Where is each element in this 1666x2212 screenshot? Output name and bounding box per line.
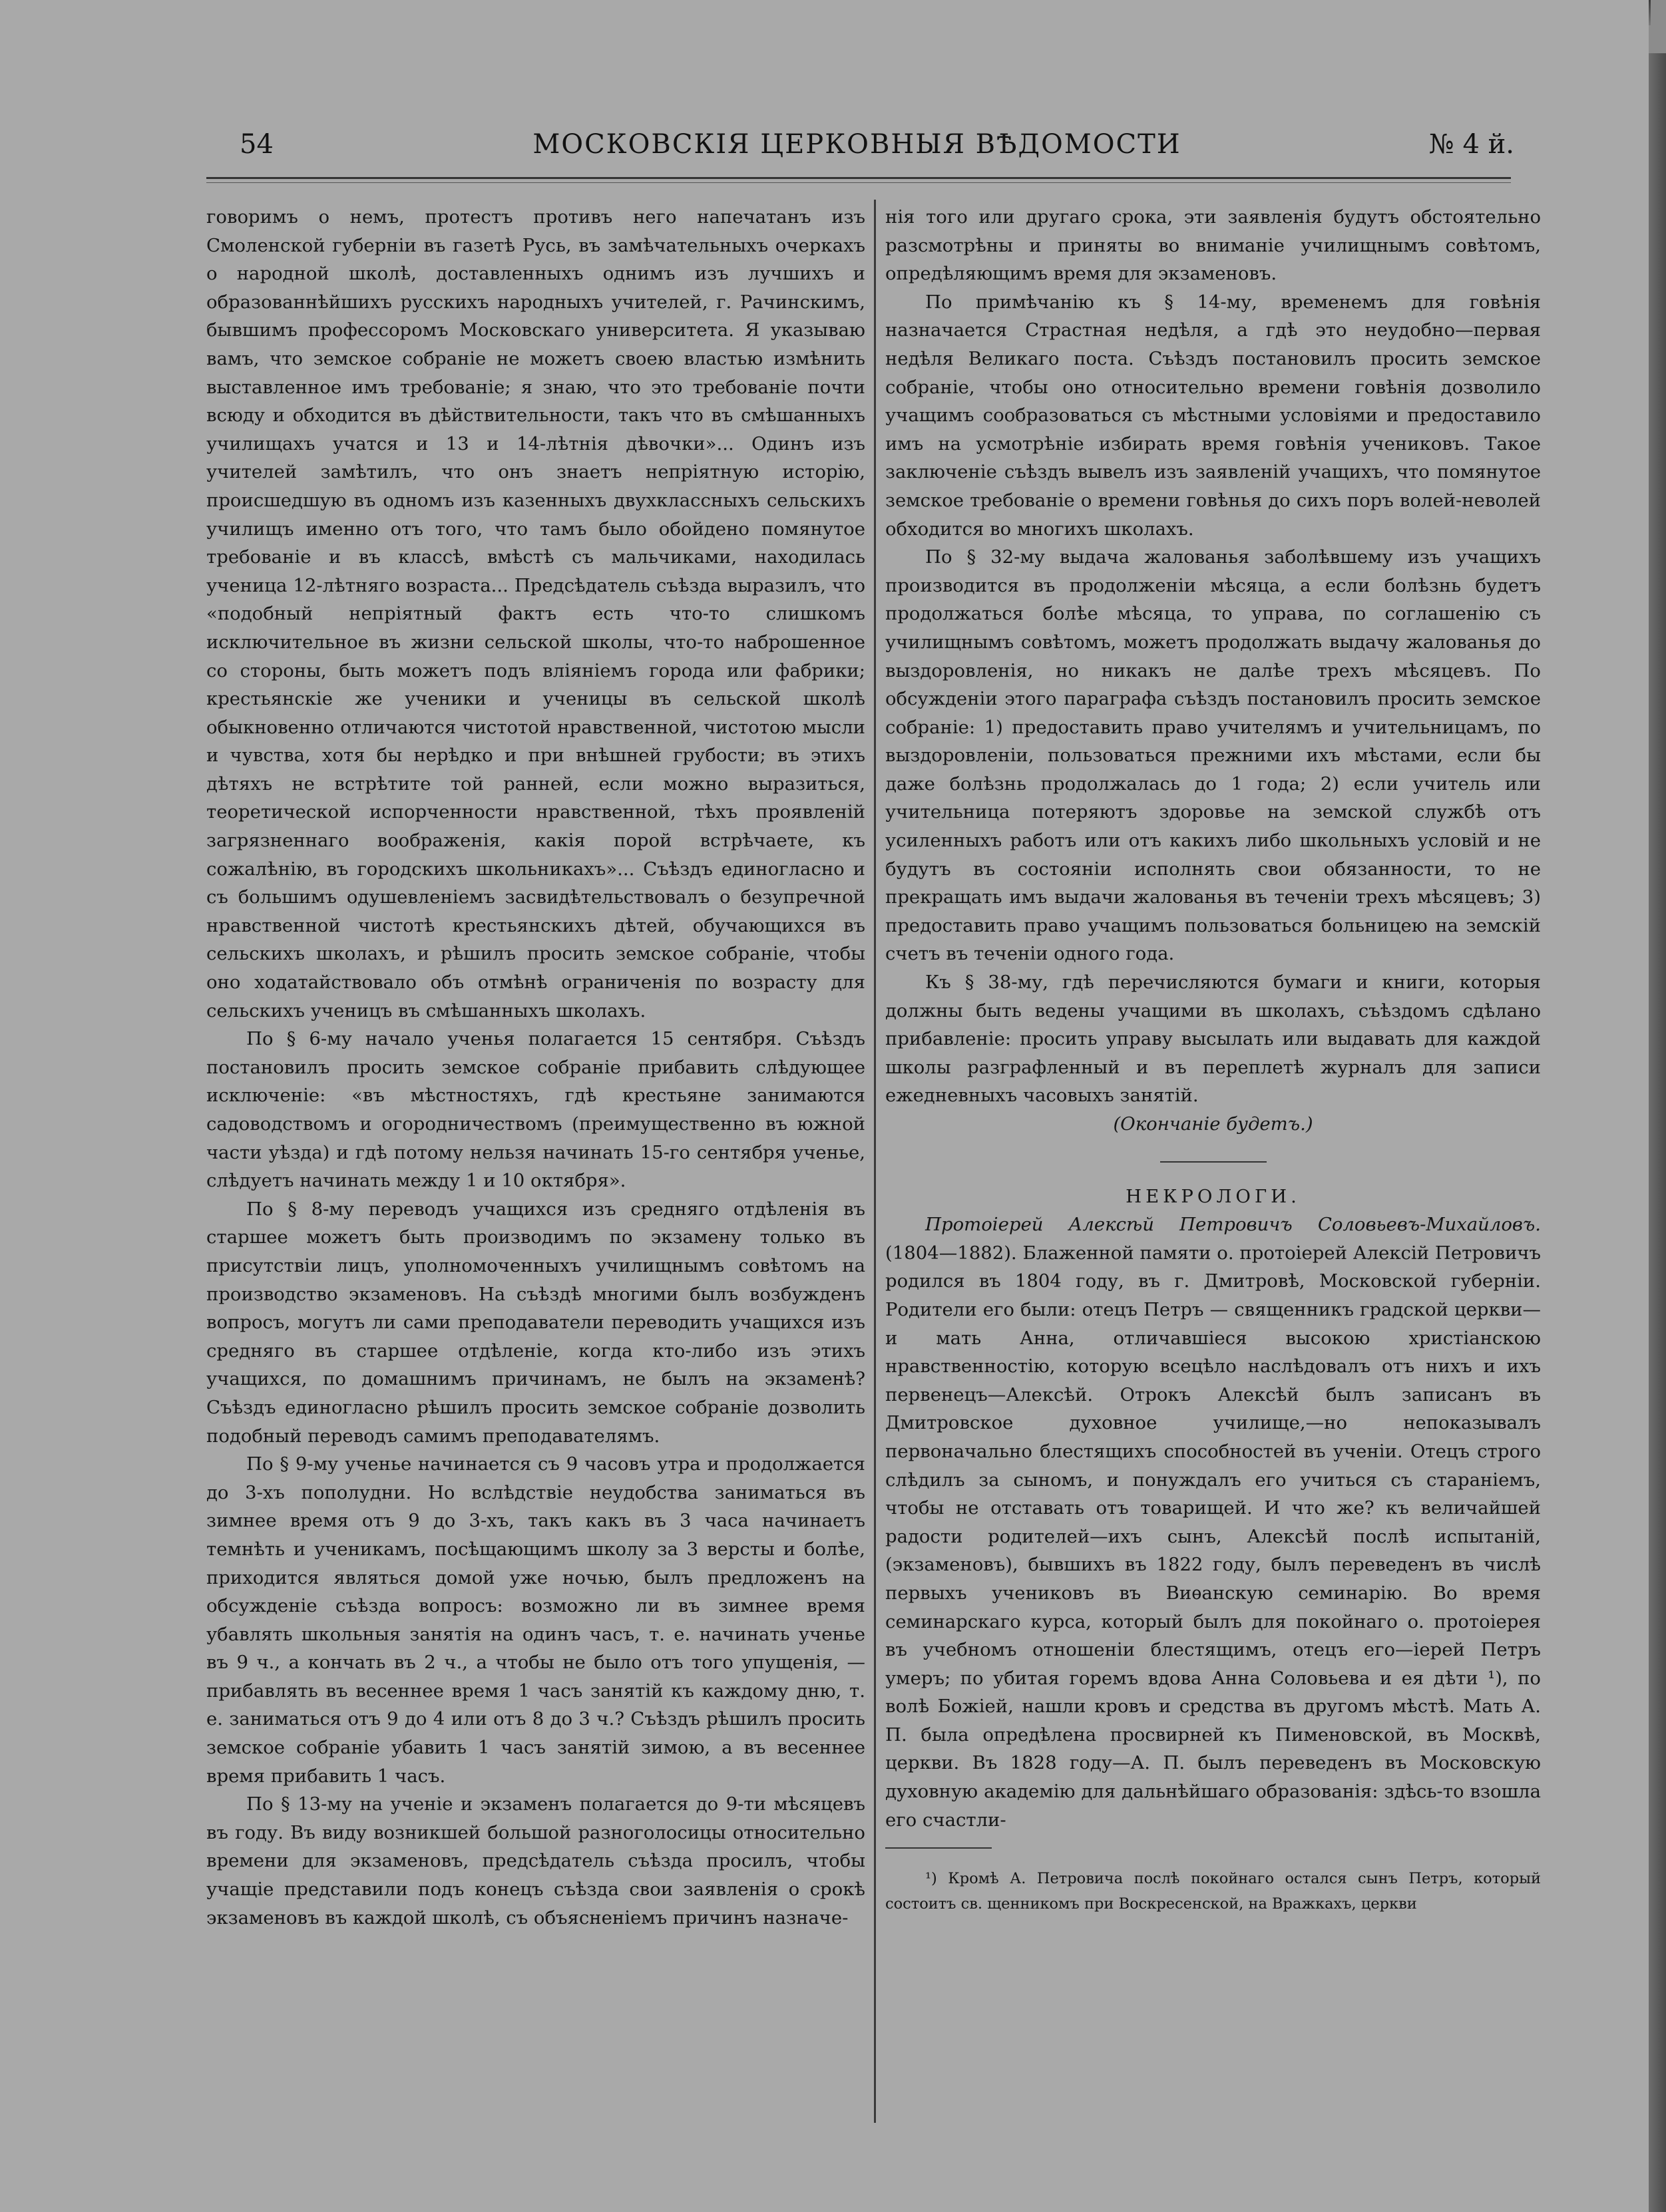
journal-title: МОСКОВСКІЯ ЦЕРКОВНЫЯ ВѢДОМОСТИ [532,129,1181,160]
right-paragraph-2: По примѣчанію къ § 14-му, временемъ для говѣнія назначается Страстная недѣля, а гдѣ это неудобно—первая недѣля Великаго поста. Съѣздъ постановилъ просить земское собраніе, чтобы оно относительно времени говѣнія дозволило учащимъ сообразоваться съ мѣстными условіями и предоставило имъ на усмотрѣніе избирать время говѣнія учениковъ. Такое заключеніе съѣздъ вывелъ изъ заявленій учащихъ, что помянутое земское требованіе о времени говѣнья до сихъ поръ волей-неволей обходится во многихъ школахъ. [885,291,1541,540]
left-paragraph-2: По § 6-му начало ученья полагается 15 сентября. Съѣздъ постановилъ просить земское собраніе прибавить слѣдующее исключеніе: «въ мѣстностяхъ, гдѣ крестьяне занимаются садоводствомъ и огородничествомъ (преимущественно въ южной части уѣзда) и гдѣ потому нельзя начинать 15-го сентября ученье, слѣдуетъ начинать между 1 и 10 октября». [206,1028,865,1192]
page-header [200,126,1514,173]
section-heading: НЕКРОЛОГИ. [1126,1185,1301,1207]
left-paragraph-4: По § 9-му ученье начинается съ 9 часовъ утра и продолжается до 3-хъ пополудни. Но вслѣдствіе неудобства заниматься въ зимнее время отъ 9 до 3-хъ, такъ какъ въ 3 часа начинаетъ темнѣть и ученикамъ, посѣщающимъ школу за 3 версты и болѣе, приходится являться домой уже ночью, былъ предложенъ на обсужденіе съѣзда вопросъ: возможно ли въ зимнее время убавлять школьныя занятія на одинъ часъ, т. е. начинать ученье въ 9 ч., а кончать въ 2 ч., а чтобы не было отъ того упущенія, — прибавлять въ весеннее время 1 часъ занятій къ каждому дню, т. е. заниматься отъ 9 до 4 или отъ 8 до 3 ч.? Съѣздъ рѣшилъ просить земское собраніе убавить 1 часъ занятій зимою, а въ весеннее время прибавить 1 часъ. [206,1453,865,1787]
column-divider [874,200,876,2123]
right-paragraph-3: По § 32-му выдача жалованья заболѣвшему изъ учащихъ производится въ продолженіи мѣсяца, а если болѣзнь будетъ продолжаться болѣе мѣсяца, то управа, по соглашенію съ училищнымъ совѣтомъ, можетъ продолжать выдачу жалованья до выздоровленія, но никакъ не далѣе трехъ мѣсяцевъ. По обсужденіи этого параграфа съѣздъ постановилъ просить земское собраніе: 1) предоставить право учителямъ и учительницамъ, по выздоровленіи, пользоваться прежними ихъ мѣстами, если бы даже болѣзнь продолжалась до 1 года; 2) если учитель или учительница потеряютъ здоровье на земской службѣ отъ усиленныхъ работъ или отъ какихъ либо школьныхъ условій и не будутъ въ состояніи исполнять свои обязанности, то не прекращать имъ выдачи жалованья въ теченіи трехъ мѣсяцевъ; 3) предоставить право учащимъ пользоваться больницею на земскій счетъ въ теченіи одного года. [885,546,1541,965]
left-column [206,203,865,1932]
necrology-text: (1804—1882). Блаженной памяти о. протоіерей Алексій Петровичъ родился въ 1804 году, въ г. Дмитровѣ, Московской губерніи. Родители его были: отецъ Петръ — священникъ градской церкви—и мать Анна, отличавшіеся высокою христіанскою нравственностію, которую всецѣло наслѣдовалъ отъ нихъ и ихъ первенецъ—Алексѣй. Отрокъ Алексѣй былъ записанъ въ Дмитровское духовное училище,—но непоказывалъ первоначально блестящихъ способностей въ ученіи. Отецъ строго слѣдилъ за сыномъ, и понуждалъ его учиться съ стараніемъ, чтобы не отставать отъ товарищей. И что же? къ величайшей радости родителей—ихъ сынъ, Алексѣй послѣ испытаній, (экзаменовъ), бывшихъ въ 1822 году, былъ переведенъ въ числѣ первыхъ учениковъ въ Виѳанскую семинарію. Во время семинарскаго курса, который былъ для покойнаго о. протоіерея въ учебномъ отношеніи блестящимъ, отецъ его—іерей Петръ умеръ; по убитая горемъ вдова Анна Соловьева и ея дѣти ¹), по волѣ Божіей, нашли кровъ и средства въ другомъ мѣстѣ. Мать А. П. была опредѣлена просвирней къ Пименовской, въ Москвѣ, церкви. Въ 1828 году—А. П. былъ переведенъ въ Московскую духовную академію для дальнѣйшаго образованія: здѣсь-то взошла его счастли- [885,1242,1541,1831]
scan-edge-right [1649,53,1666,2212]
footnote: ¹) Кромѣ А. Петровича послѣ покойнаго остался сынъ Петръ, который состоитъ св. щенникомъ при Воскресенской, на Вражкахъ, церкви [885,1870,1541,1913]
left-paragraph-3: По § 8-му переводъ учащихся изъ средняго отдѣленія въ старшее можетъ быть производимъ по экзамену только въ присутствіи лицъ, уполномоченныхъ училищнымъ совѣтомъ на производство экзаменовъ. На съѣздѣ многими былъ возбужденъ вопросъ, могутъ ли сами преподаватели переводить учащихся изъ средняго въ старшее отдѣленіе, когда кто-либо изъ этихъ учащихся, по домашнимъ причинамъ, не былъ на экзаменѣ? Съѣздъ единогласно рѣшилъ просить земское собраніе дозволить подобный переводъ самимъ преподавателямъ. [206,1198,865,1447]
header-rule-thin [206,182,1511,183]
right-paragraph-1: нія того или другаго срока, эти заявленія будутъ обстоятельно разсмотрѣны и приняты во вниманіе училищнымъ совѣтомъ, опредѣляющимъ время для экзаменовъ. [885,206,1541,285]
to-be-continued: (Окончаніе будетъ.) [1113,1113,1313,1135]
page-number: 54 [240,129,274,160]
issue-number: № 4 й. [1428,129,1514,160]
left-paragraph-1: говоримъ о немъ, протестъ противъ него напечатанъ изъ Смоленской губерніи въ газетѣ Русь, въ замѣчательныхъ очеркахъ о народной школѣ, доставленныхъ однимъ изъ лучшихъ и образованнѣйшихъ русскихъ народныхъ учителей, г. Рачинскимъ, бывшимъ профессоромъ Московскаго университета. Я указываю вамъ, что земское собраніе не можетъ своею властью измѣнить выставленное имъ требованіе; я знаю, что это требованіе почти всюду и обходится въ дѣйствительности, такъ что въ смѣшанныхъ училищахъ учатся и 13 и 14-лѣтнія дѣвочки»... Одинъ изъ учителей замѣтилъ, что онъ знаетъ непріятную исторію, происшедшую въ одномъ изъ казенныхъ двухклассныхъ сельскихъ училищъ именно отъ того, что тамъ было обойдено помянутое требованіе и въ классѣ, вмѣстѣ съ мальчиками, находилась ученица 12-лѣтняго возраста... Предсѣдатель съѣзда выразилъ, что «подобный непріятный фактъ есть что-то слишкомъ исключительное въ жизни сельской школы, что-то наброшенное со стороны, быть можетъ подъ вліяніемъ города или фабрики; крестьянскіе же ученики и ученицы въ сельской школѣ обыкновенно отличаются чистотой нравственной, чистотою мысли и чувства, хотя бы нерѣдко и при внѣшней грубости; въ этихъ дѣтяхъ не встрѣтите той ранней, если можно выразиться, теоретической испорченности нравственной, тѣхъ проявленій загрязненнаго воображенія, какія порой встрѣчаете, къ сожалѣнію, въ городскихъ школьникахъ»... Съѣздъ единогласно и съ большимъ одушевленіемъ засвидѣтельствовалъ о безупречной нравственной чистотѣ крестьянскихъ дѣтей, обучающихся въ сельскихъ школахъ, и рѣшилъ просить земское собраніе, чтобы оно ходатайствовало объ отмѣнѣ ограниченія по возрасту для сельскихъ ученицъ въ смѣшанныхъ школахъ. [206,206,865,1021]
section-rule [1160,1161,1267,1163]
necrology-name: Протоіерей Алексѣй Петровичъ Соловьевъ-Михайловъ. [925,1214,1541,1236]
right-column [885,203,1541,1917]
right-paragraph-4: Къ § 38-му, гдѣ перечисляются бумаги и книги, которыя должны быть ведены учащими въ школахъ, съѣздомъ сдѣлано прибавленіе: просить управу высылать или выдавать для каждой школы разграфленный и въ переплетѣ журналъ для записи ежедневныхъ часовыхъ занятій. [885,972,1541,1107]
left-paragraph-5: По § 13-му на ученіе и экзаменъ полагается до 9-ти мѣсяцевъ въ году. Въ виду возникшей большой разноголосицы относительно времени для экзаменовъ, предсѣдатель съѣзда просилъ, чтобы учащіе представили подъ конецъ съѣзда свои заявленія о срокѣ экзаменовъ въ каждой школѣ, съ объясненіемъ причинъ назначе- [206,1793,865,1929]
header-rule [206,177,1511,179]
footnote-rule [885,1847,992,1849]
